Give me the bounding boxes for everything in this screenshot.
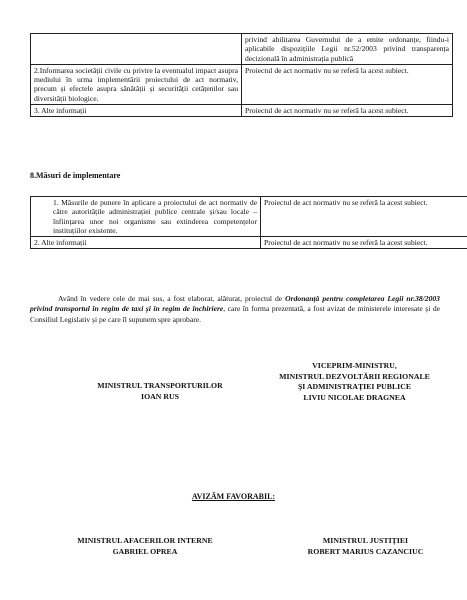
- signature-block-transport: [60, 381, 260, 402]
- signature-name: IOAN RUS: [141, 391, 179, 401]
- table-cell-left: [31, 34, 242, 65]
- table-cell-right: Proiectul de act normativ nu se referă la acest subiect.: [261, 237, 467, 249]
- table-cell-left: 2. Alte informații: [31, 237, 261, 249]
- signature-block-deputy-pm: [252, 361, 457, 403]
- impact-table: [30, 33, 453, 117]
- paragraph-text: , care în forma prezentată, a fost avizat de ministerele interesate și de Consiliul Legislativ și pe care îl supunem spre aprobare.: [30, 304, 440, 324]
- table-cell-right: privind abilitarea Guvernului de a emite ordonanțe, fiindu-i aplicabile dispozițiile Legii nr.52/2003 privind transparența decizională în administrația publică: [242, 34, 453, 65]
- summary-paragraph: [30, 294, 440, 325]
- section-heading: 8.Măsuri de implementare: [30, 171, 121, 180]
- table-cell-left: 1. Măsurile de punere în aplicare a proiectului de act normativ de către autoritățile administrației publice centrale și/sau locale – înființarea unor noi organisme sau extinderea competențelor instituțiilor existente.: [31, 197, 261, 237]
- signature-title: ŞI ADMINISTRAȚIEI PUBLICE: [297, 382, 412, 392]
- signature-name: ROBERT MARIUS CAZANCIUC: [307, 546, 424, 556]
- endorsement-heading: AVIZĂM FAVORABIL:: [191, 492, 276, 501]
- table-row: [31, 34, 453, 65]
- implementation-table: [30, 196, 467, 249]
- table-cell-left: 2.Informarea societății civile cu privire la eventualul impact asupra mediului în urma implementării proiectului de act normativ, precum și efectele asupra sănătății și securității cetățenilor sau diversității biologice.: [31, 64, 242, 104]
- table-cell-left: 3. Alte informații: [31, 104, 242, 116]
- signature-title: VICEPRIM-MINISTRU,: [312, 361, 397, 370]
- table-cell-right: Proiectul de act normativ nu se referă la acest subiect.: [242, 64, 453, 104]
- signature-block-interior: [40, 536, 250, 557]
- signature-block-justice: [268, 536, 463, 557]
- signature-title: MINISTRUL TRANSPORTURILOR: [97, 381, 223, 390]
- table-row: [31, 197, 467, 237]
- table-cell-right: Proiectul de act normativ nu se referă la acest subiect.: [242, 104, 453, 116]
- table-row: [31, 64, 453, 104]
- table-row: [31, 104, 453, 116]
- signature-title: MINISTRUL AFACERILOR INTERNE: [77, 536, 213, 545]
- signature-name: LIVIU NICOLAE DRAGNEA: [303, 392, 406, 402]
- table-cell-right: Proiectul de act normativ nu se referă la acest subiect.: [261, 197, 467, 237]
- signature-title: MINISTRUL JUSTIȚIEI: [322, 536, 409, 545]
- signature-title: MINISTRUL DEZVOLTĂRII REGIONALE: [279, 371, 430, 381]
- signature-name: GABRIEL OPREA: [112, 546, 178, 556]
- ordinance-title: Ordonanță pentru completarea Legii nr.38/2003 privind transportul în regim de taxi și în regim de închiriere: [30, 294, 440, 314]
- table-row: [31, 237, 467, 249]
- paragraph-text: Având în vedere cele de mai sus, a fost elaborat, alăturat, proiectul de: [58, 294, 286, 303]
